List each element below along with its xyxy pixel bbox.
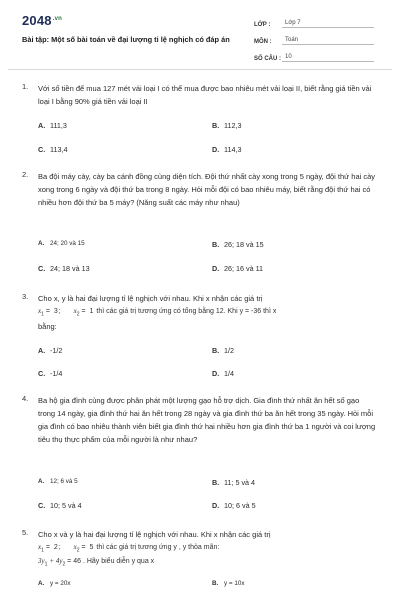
math-expression: $x_1 = 3$; $x_2 = 1$ thì các giá trị tương ứng có tổng bằng 12. Khi y = -36 thì x [38, 307, 277, 318]
question-text-end: bằng: [38, 322, 57, 331]
option-text: -1/2 [50, 346, 63, 355]
option-c[interactable] [38, 264, 90, 273]
math-var: x [38, 307, 42, 315]
question-text: Ba hộ gia đình cùng được phân phát một lượng gạo hỗ trợ dịch. Gia đình thứ nhất ăn hết số gạo trong 14 ngày, gia đình thứ hai ăn hết trong 28 ngày và gia đình thứ ba ăn hết trong 35 ngày. Hỏi mỗi gia đình có bao nhiêu thành viên biết gia đình thứ hai nhiều hơn gia đình thứ ba 1 người và coi lượng tiêu thụ thực phẩm của mỗi người là như nhau? [38, 396, 376, 444]
option-key: A. [38, 121, 46, 130]
question-3 [22, 292, 382, 382]
header-divider [8, 69, 392, 70]
option-key: B. [212, 121, 220, 130]
question-text: Ba đội máy cày, cày ba cánh đồng cùng diện tích. Đội thứ nhất cày xong trong 5 ngày, đội thứ hai cày xong trong 6 ngày và đội thứ ba trong 8 ngày. Hỏi mỗi đội có bao nhiêu máy, biết rằng đội thứ hai có nhiều hơn đội thứ ba 5 máy? (Năng suất các máy như nhau) [38, 172, 376, 207]
question-number: 1. [22, 82, 29, 91]
math-var: x [38, 543, 42, 551]
question-number: 3. [22, 292, 29, 301]
option-text: 1/2 [224, 346, 234, 355]
option-text: 1/4 [224, 369, 234, 378]
math-expression: $x_1 = 2$; $x_2 = 5$ thì các giá trị tương ứng y , y thỏa mãn: [38, 543, 220, 554]
question-text: Cho x, y là hai đại lượng tỉ lệ nghịch với nhau. Khi x nhận các giá trị [38, 294, 263, 303]
question-1 [22, 82, 382, 152]
option-text: 11; 5 và 4 [224, 478, 256, 487]
math-tail: . Hãy biểu diễn y qua x [82, 558, 155, 565]
option-key: D. [212, 145, 220, 154]
option-key: A. [38, 240, 45, 247]
option-key: C. [38, 264, 46, 273]
option-key: C. [38, 145, 46, 154]
option-c[interactable] [38, 369, 62, 378]
page-title: Bài tập: Một số bài toán về đại lượng tỉ lệ nghịch có đáp án [22, 35, 230, 44]
brand-logo[interactable] [22, 13, 62, 28]
option-key: D. [212, 264, 220, 273]
option-text: 10; 5 và 4 [50, 501, 82, 510]
option-a[interactable] [38, 346, 62, 355]
option-key: C. [38, 369, 46, 378]
meta-row-subject [254, 31, 374, 45]
math-var: x [73, 307, 77, 315]
question-number: 2. [22, 170, 29, 179]
question-number: 5. [22, 528, 29, 537]
meta-row-class [254, 14, 374, 28]
option-a[interactable] [38, 240, 85, 247]
option-key: D. [212, 501, 220, 510]
option-text: 114,3 [224, 145, 242, 154]
question-text: Cho x và y là hai đại lượng tỉ lệ nghịch với nhau. Khi x nhận các giá trị [38, 530, 271, 539]
option-c[interactable] [38, 145, 67, 154]
option-a[interactable] [38, 121, 67, 130]
option-key: D. [212, 369, 220, 378]
option-d[interactable] [212, 501, 256, 510]
option-text: 24; 18 và 13 [50, 264, 90, 273]
option-text: y = 20x [50, 580, 71, 587]
math-value: = 3; [45, 308, 62, 315]
option-d[interactable] [212, 369, 234, 378]
brand-name: 2048 [22, 13, 52, 28]
question-5 [22, 528, 382, 600]
option-b[interactable] [212, 580, 244, 587]
question-4 [22, 394, 382, 514]
option-text: 26; 16 và 11 [224, 264, 264, 273]
option-key: B. [212, 478, 220, 487]
option-text: -1/4 [50, 369, 63, 378]
math-tail: thì các giá trị tương ứng có tổng bằng 12. Khi y = -36 thì x [96, 308, 277, 315]
meta-value: Lớp 7 [282, 20, 374, 28]
option-d[interactable] [212, 145, 241, 154]
option-text: 111,3 [50, 121, 67, 130]
math-value: = 5 [81, 544, 95, 551]
meta-row-count [254, 48, 374, 62]
document-header [0, 0, 400, 66]
question-number: 4. [22, 394, 29, 403]
option-text: 113,4 [50, 145, 68, 154]
option-text: 10; 6 và 5 [224, 501, 256, 510]
option-key: C. [38, 501, 46, 510]
math-tail: thì các giá trị tương ứng y , y thỏa mãn: [96, 544, 220, 551]
math-value: = 2; [45, 544, 62, 551]
math-term: + 4y [49, 557, 63, 565]
meta-value: Toán [282, 37, 374, 45]
option-d[interactable] [212, 264, 263, 273]
option-text: 112,3 [224, 121, 242, 130]
option-key: B. [212, 240, 220, 249]
math-value: = 1 [81, 308, 95, 315]
meta-value: 10 [282, 54, 374, 62]
option-key: A. [38, 346, 46, 355]
math-equation: $3y_1 + 4y_2 = 46$ . Hãy biểu diễn y qua x [38, 557, 155, 568]
option-b[interactable] [212, 240, 264, 249]
document-meta [254, 14, 374, 65]
option-b[interactable] [212, 121, 241, 130]
question-2 [22, 170, 382, 273]
meta-label: MÔN : [254, 39, 272, 45]
option-text: y = 10x [224, 580, 245, 587]
option-text: 24; 20 và 15 [50, 240, 85, 247]
question-text: Với số tiền để mua 127 mét vải loại I có thể mua được bao nhiêu mét vải loại II, biết rằng giá tiền vải loại I bằng 90% giá tiền vải loại II [38, 84, 372, 106]
option-key: A. [38, 580, 45, 587]
math-var: x [73, 543, 77, 551]
option-a[interactable] [38, 478, 78, 485]
option-key: A. [38, 478, 45, 485]
option-b[interactable] [212, 478, 255, 487]
option-text: 26; 18 và 15 [224, 240, 264, 249]
brand-suffix: .vn [52, 15, 63, 22]
math-value: = 46 [67, 558, 81, 565]
option-key: B. [212, 580, 219, 587]
option-a[interactable] [38, 580, 70, 587]
option-b[interactable] [212, 346, 234, 355]
meta-label: SỐ CÂU : [254, 56, 281, 62]
option-text: 12; 6 và 5 [50, 478, 78, 485]
meta-label: LỚP : [254, 22, 271, 28]
option-key: B. [212, 346, 220, 355]
math-term: 3y [38, 557, 45, 565]
option-c[interactable] [38, 501, 82, 510]
